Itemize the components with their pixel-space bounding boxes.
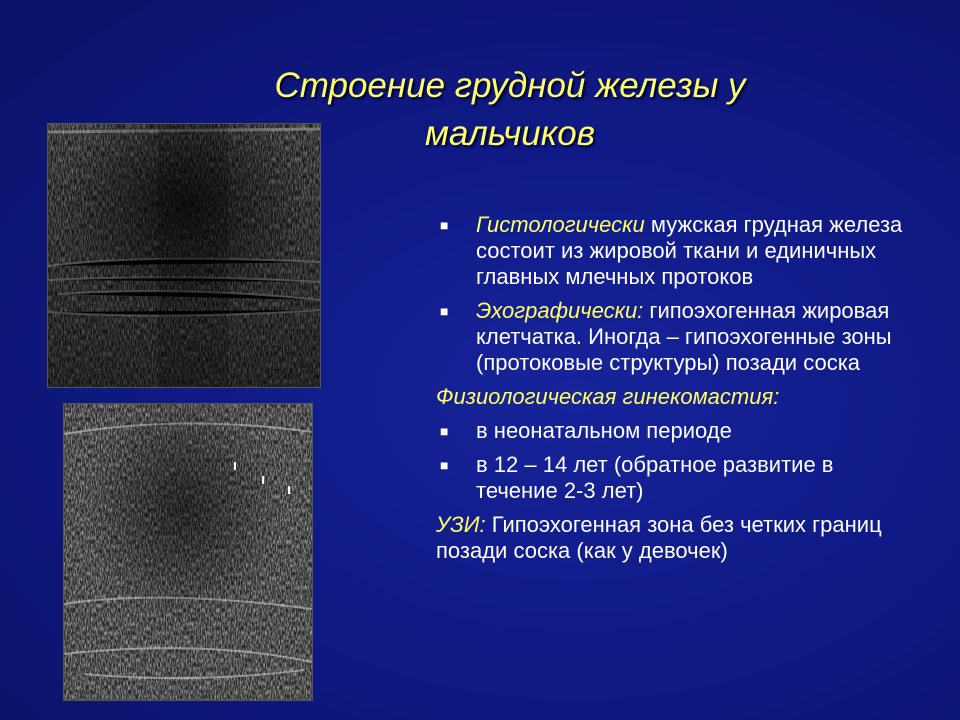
title-line-2: мальчиков bbox=[425, 114, 595, 153]
ultrasound-image-top bbox=[48, 124, 320, 387]
title-line-1: Строение грудной железы у bbox=[274, 66, 746, 105]
bullet-age bbox=[436, 452, 916, 504]
bullet-accent: Гистологически bbox=[476, 212, 645, 237]
bullet-text: мужская грудная железа состоит из жировой ткани и единичных главных млечных протоков bbox=[476, 212, 903, 289]
uzi-paragraph bbox=[436, 512, 916, 564]
subheading-gynecomastia: Физиологическая гинекомастия: bbox=[436, 384, 780, 409]
uzi-accent: УЗИ: bbox=[436, 512, 486, 537]
bullet-text: в 12 – 14 лет (обратное развитие в течение 2-3 лет) bbox=[476, 452, 834, 503]
bullet-text: гипоэхогенная жировая клетчатка. Иногда – гипоэхогенные зоны (протоковые структуры) позади соска bbox=[476, 298, 892, 375]
bullet-square-icon: ■ bbox=[440, 457, 449, 473]
bullet-square-icon: ■ bbox=[440, 423, 449, 439]
ultrasound-texture-top bbox=[48, 124, 320, 387]
bullet-neonatal bbox=[436, 418, 916, 444]
ultrasound-texture-bottom bbox=[64, 404, 312, 700]
bullet-histology bbox=[436, 212, 916, 290]
bullet-accent: Эхографически: bbox=[476, 298, 644, 323]
bullet-square-icon: ■ bbox=[440, 217, 449, 233]
bullet-text: в неонатальном периоде bbox=[476, 418, 732, 443]
ultrasound-image-bottom bbox=[64, 404, 312, 700]
slide-content bbox=[436, 212, 916, 572]
bullet-echography bbox=[436, 298, 916, 376]
uzi-text: Гипоэхогенная зона без четких границ позади соска (как у девочек) bbox=[436, 512, 882, 563]
bullet-square-icon: ■ bbox=[440, 303, 449, 319]
